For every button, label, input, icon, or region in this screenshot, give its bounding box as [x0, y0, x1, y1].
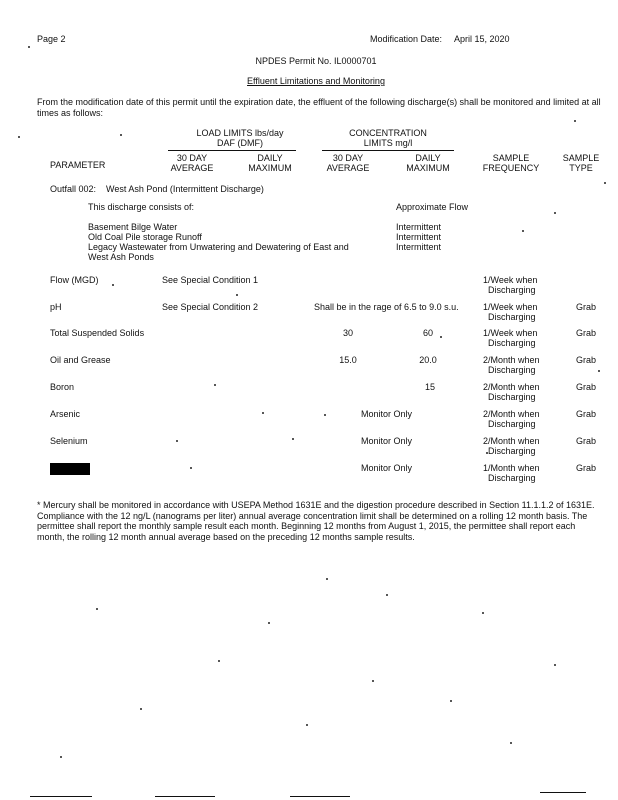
scan-speck: [598, 370, 600, 372]
scan-speck: [450, 700, 452, 702]
table-row-parameter: Flow (MGD): [50, 275, 99, 285]
source-flow: Intermittent: [396, 222, 442, 232]
section-title: Effluent Limitations and Monitoring: [247, 76, 385, 86]
scan-speck: [268, 622, 270, 624]
source-name: Legacy Wastewater from Unwatering and Dewatering of East and: [88, 242, 349, 252]
source-flow: Intermittent: [396, 242, 442, 252]
approximate-flow-label: Approximate Flow: [396, 202, 469, 212]
table-row-frequency-note: Discharging: [488, 365, 536, 375]
table-row-conc-daily: 20.0: [419, 355, 437, 365]
scan-speck: [60, 756, 62, 758]
scan-speck: [554, 212, 556, 214]
scan-speck: [522, 230, 524, 232]
table-row-type: Grab: [576, 328, 597, 338]
load-limits-subheader: DAF (DMF): [217, 138, 263, 148]
mercury-footnote: * Mercury shall be monitored in accordance with USEPA Method 1631E and the digestion procedure described in Section 11.1.1.2 of 1631E. Compliance with the 12 ng/L (nanograms per liter) annual average concentration limit shall be determined on a rolling 12 month basis. The permittee shall report the monthly sample result each month. Beginning 12 months from August 1, 2015, the permittee shall report each month, the rolling 12 month annual average based on the preceding 12 months sample results.: [37, 500, 595, 542]
table-row-frequency-note: Discharging: [488, 392, 536, 402]
conc-30day-header: 30 DAY: [332, 153, 364, 163]
scan-speck: [140, 708, 142, 710]
scan-speck: [214, 384, 216, 386]
concentration-subheader: LIMITS mg/l: [363, 138, 413, 148]
conc-daily-subheader: MAXIMUM: [406, 163, 450, 173]
table-row-type: Grab: [576, 302, 597, 312]
table-row-frequency-note: Discharging: [488, 338, 536, 348]
scan-speck: [372, 680, 374, 682]
source-name: Old Coal Pile storage Runoff: [88, 232, 202, 242]
sample-frequency-header: SAMPLE: [492, 153, 530, 163]
load-daily-subheader: MAXIMUM: [248, 163, 292, 173]
scan-speck: [292, 438, 294, 440]
table-row-load: See Special Condition 1: [162, 275, 259, 285]
intro-paragraph: From the modification date of this permit until the expiration date, the effluent of the following discharge(s) shall be monitored and limited at all times as follows:: [37, 97, 601, 118]
scan-speck: [28, 46, 30, 48]
table-row-conc-daily: 15: [424, 382, 435, 392]
load-limits-rule: [168, 150, 296, 151]
scan-speck: [482, 612, 484, 614]
table-row-frequency: 1/Week when: [483, 328, 538, 338]
table-row-conc-span: Monitor Only: [361, 463, 413, 473]
table-row-frequency: 2/Month when: [483, 382, 540, 392]
table-row-parameter: Oil and Grease: [50, 355, 111, 365]
scan-speck: [120, 134, 122, 136]
table-row-frequency: 1/Week when: [483, 302, 538, 312]
modification-date: April 15, 2020: [454, 34, 510, 44]
bottom-rule: [290, 796, 350, 797]
conc-daily-header: DAILY: [415, 153, 441, 163]
load-30day-subheader: AVERAGE: [170, 163, 214, 173]
outfall-label: Outfall 002:: [50, 184, 97, 194]
table-row-type: Grab: [576, 463, 597, 473]
discharge-consists-label: This discharge consists of:: [88, 202, 195, 212]
scan-speck: [218, 660, 220, 662]
table-row-parameter: Selenium: [50, 436, 88, 446]
table-row-frequency: 2/Month when: [483, 436, 540, 446]
table-row-frequency-note: Discharging: [488, 419, 536, 429]
outfall-name: West Ash Pond (Intermittent Discharge): [106, 184, 264, 194]
concentration-header: CONCENTRATION: [349, 128, 427, 138]
load-daily-header: DAILY: [257, 153, 283, 163]
table-row-frequency: 2/Month when: [483, 409, 540, 419]
table-row-frequency-note: Discharging: [488, 446, 536, 456]
scan-speck: [18, 136, 20, 138]
table-row-frequency-note: Discharging: [488, 312, 536, 322]
table-row-type: Grab: [576, 436, 597, 446]
source-name: West Ash Ponds: [88, 252, 154, 262]
load-limits-header: LOAD LIMITS lbs/day: [196, 128, 284, 138]
scan-speck: [112, 284, 114, 286]
table-row-type: Grab: [576, 355, 597, 365]
redacted-parameter: [50, 463, 90, 475]
permit-number: NPDES Permit No. IL0000701: [255, 56, 377, 66]
concentration-rule: [322, 150, 454, 151]
table-row-conc-span: Shall be in the rage of 6.5 to 9.0 s.u.: [314, 302, 459, 312]
scan-speck: [554, 664, 556, 666]
table-row-frequency: 1/Month when: [483, 463, 540, 473]
table-row-parameter: Arsenic: [50, 409, 81, 419]
conc-30day-subheader: AVERAGE: [326, 163, 370, 173]
sample-type-header: SAMPLE: [562, 153, 600, 163]
table-row-conc-30day: 30: [342, 328, 353, 338]
scan-speck: [386, 594, 388, 596]
modification-label: Modification Date:: [370, 34, 443, 44]
scan-speck: [440, 336, 442, 338]
table-row-frequency-note: Discharging: [488, 285, 536, 295]
scan-speck: [190, 467, 192, 469]
scan-speck: [262, 412, 264, 414]
table-row-parameter: pH: [50, 302, 62, 312]
table-row-conc-span: Monitor Only: [361, 409, 413, 419]
table-row-frequency-note: Discharging: [488, 473, 536, 483]
page-label: Page 2: [37, 34, 66, 44]
scan-speck: [510, 742, 512, 744]
sample-frequency-subheader: FREQUENCY: [482, 163, 540, 173]
source-flow: Intermittent: [396, 232, 442, 242]
bottom-rule: [30, 796, 92, 797]
scan-speck: [486, 452, 488, 454]
table-row-frequency: 1/Week when: [483, 275, 538, 285]
table-row-frequency: 2/Month when: [483, 355, 540, 365]
scan-speck: [326, 578, 328, 580]
bottom-rule: [155, 796, 215, 797]
scan-speck: [574, 120, 576, 122]
scan-speck: [604, 182, 606, 184]
table-row-type: Grab: [576, 409, 597, 419]
scan-speck: [306, 724, 308, 726]
scan-speck: [236, 294, 238, 296]
scan-speck: [96, 608, 98, 610]
sample-type-subheader: TYPE: [569, 163, 593, 173]
table-row-type: Grab: [576, 382, 597, 392]
table-row-conc-daily: 60: [422, 328, 433, 338]
bottom-rule: [540, 792, 586, 793]
parameter-header: PARAMETER: [50, 160, 106, 170]
load-30day-header: 30 DAY: [176, 153, 208, 163]
source-name: Basement Bilge Water: [88, 222, 178, 232]
scan-speck: [176, 440, 178, 442]
table-row-conc-30day: 15.0: [339, 355, 357, 365]
table-row-parameter: Total Suspended Solids: [50, 328, 145, 338]
scan-speck: [324, 414, 326, 416]
table-row-conc-span: Monitor Only: [361, 436, 413, 446]
table-row-load: See Special Condition 2: [162, 302, 259, 312]
table-row-parameter: Boron: [50, 382, 75, 392]
